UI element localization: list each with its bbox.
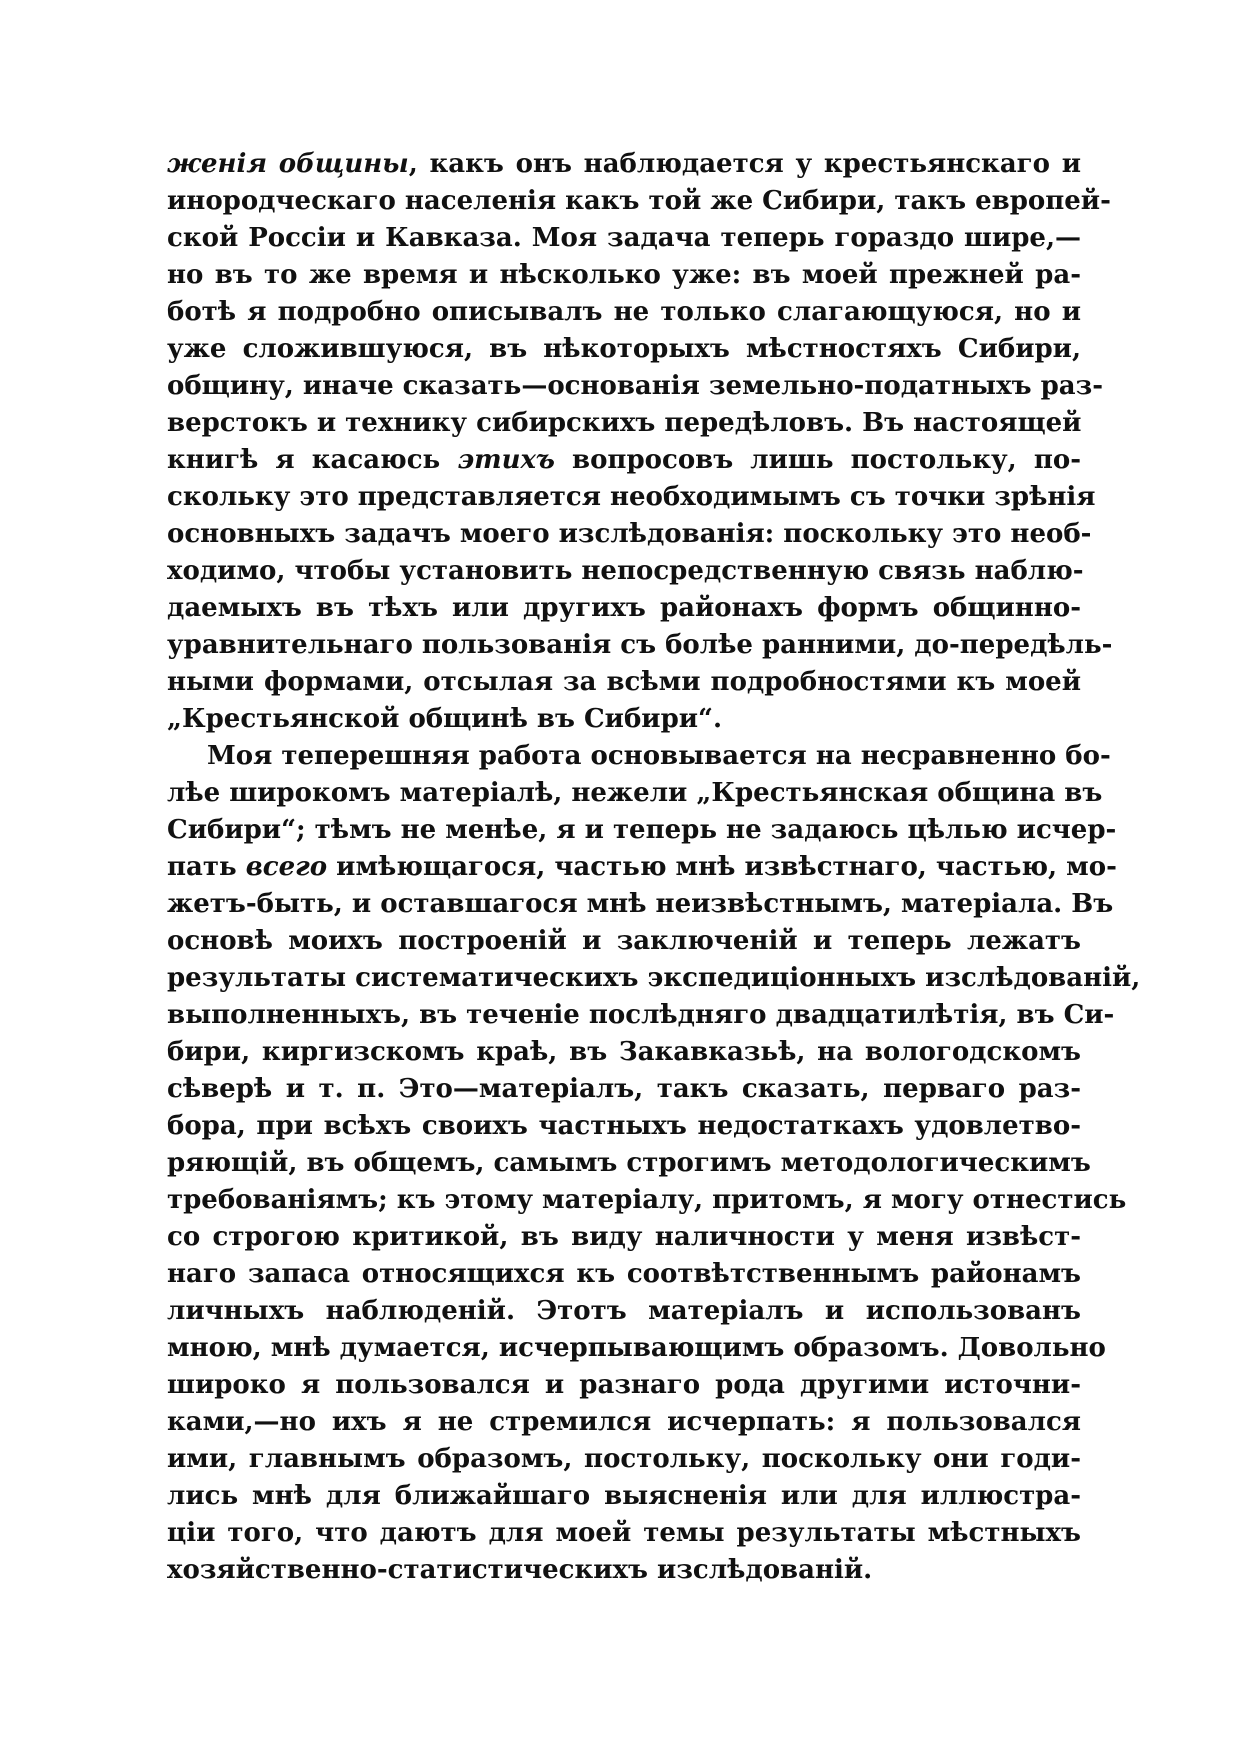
text-line — [167, 590, 1081, 627]
text-run: Моя теперешняя работа основывается на несравненно бо- — [207, 741, 1111, 771]
body-text — [167, 146, 1141, 1589]
text-line — [167, 479, 1096, 516]
text-run: ской Россіи и Кавказа. Моя задача теперь гораздо шире,— — [167, 223, 1081, 253]
text-run: сѣверѣ и т. п. Это—матеріалъ, такъ сказать, перваго раз- — [167, 1074, 1081, 1104]
text-line — [167, 1441, 1081, 1478]
text-run: бора, при всѣхъ своихъ частныхъ недостаткахъ удовлетво- — [167, 1111, 1081, 1141]
text-line — [167, 294, 1081, 331]
text-run: инородческаго населенія какъ той же Сибири, такъ европей- — [167, 186, 1111, 216]
text-line — [167, 442, 1081, 479]
italic-text: женія общины — [167, 149, 409, 179]
text-run: бири, киргизскомъ краѣ, въ Закавказьѣ, на вологодскомъ — [167, 1037, 1081, 1067]
text-line — [167, 1108, 1081, 1145]
text-run: выполненныхъ, въ теченіе послѣдняго двадцатилѣтія, въ Си- — [167, 1000, 1115, 1030]
text-run: вопросовъ лишь постольку, по- — [554, 445, 1081, 475]
text-run: даемыхъ въ тѣхъ или другихъ районахъ формъ общинно- — [167, 593, 1081, 623]
text-line — [167, 849, 1117, 886]
text-line — [167, 1367, 1081, 1404]
text-line — [167, 1293, 1081, 1330]
text-line — [167, 1071, 1081, 1108]
text-line — [167, 1145, 1091, 1182]
text-run: „Крестьянской общинѣ въ Сибири“. — [167, 704, 723, 734]
text-run: со строгою критикой, въ виду наличности у меня извѣст- — [167, 1222, 1081, 1252]
text-run: жетъ-быть, и оставшагося мнѣ неизвѣстнымъ, матеріала. Въ — [167, 889, 1114, 919]
text-line — [167, 1034, 1081, 1071]
text-run: ціи того, что даютъ для моей темы результаты мѣстныхъ — [167, 1518, 1081, 1548]
text-line — [167, 997, 1115, 1034]
text-line — [167, 664, 1081, 701]
italic-text: всего — [245, 852, 328, 882]
text-line — [167, 257, 1081, 294]
text-run: ими, главнымъ образомъ, постольку, поскольку они годи- — [167, 1444, 1081, 1474]
text-run: пать — [167, 852, 246, 882]
text-run: уравнительнаго пользованія съ болѣе ранними, до-передѣль- — [167, 630, 1113, 660]
text-run: мною, мнѣ думается, исчерпывающимъ образомъ. Довольно — [167, 1333, 1106, 1363]
paragraph — [167, 146, 1113, 738]
text-line — [167, 960, 1141, 997]
text-line — [167, 627, 1113, 664]
text-line — [167, 183, 1111, 220]
text-line — [167, 405, 1081, 442]
text-line — [167, 368, 1103, 405]
text-run: верстокъ и технику сибирскихъ передѣловъ. Въ настоящей — [167, 408, 1082, 438]
text-line — [167, 1404, 1081, 1441]
text-line — [167, 738, 1111, 775]
text-line — [167, 146, 1081, 183]
text-run: лѣе широкомъ матеріалѣ, нежели „Крестьянская община въ — [167, 778, 1103, 808]
text-run: требованіямъ; къ этому матеріалу, притомъ, я могу отнестись — [167, 1185, 1127, 1215]
text-line — [167, 923, 1081, 960]
text-line — [167, 1256, 1081, 1293]
italic-text: этихъ — [457, 445, 555, 475]
text-run: широко я пользовался и разнаго рода другими источни- — [167, 1370, 1081, 1400]
text-run: ботѣ я подробно описывалъ не только слагающуюся, но и — [167, 297, 1081, 327]
text-line — [167, 1478, 1081, 1515]
text-line — [167, 1552, 1081, 1589]
text-line — [167, 553, 1084, 590]
text-run: личныхъ наблюденій. Этотъ матеріалъ и использованъ — [167, 1296, 1081, 1326]
text-run: Сибири“; тѣмъ не менѣе, я и теперь не задаюсь цѣлью исчер- — [167, 815, 1117, 845]
text-line — [167, 1219, 1081, 1256]
text-run: ками,—но ихъ я не стремился исчерпать: я пользовался — [167, 1407, 1081, 1437]
text-run: хозяйственно-статистическихъ изслѣдованій. — [167, 1555, 873, 1585]
text-line — [167, 331, 1081, 368]
text-run: результаты систематическихъ экспедиціонныхъ изслѣдованій, — [167, 963, 1141, 993]
text-run: скольку это представляется необходимымъ съ точки зрѣнія — [167, 482, 1096, 512]
text-run: основныхъ задачъ моего изслѣдованія: поскольку это необ- — [167, 519, 1092, 549]
text-run: общину, иначе сказать—основанія земельно-податныхъ раз- — [167, 371, 1103, 401]
text-run: имѣющагося, частью мнѣ извѣстнаго, частью, мо- — [327, 852, 1117, 882]
text-line — [167, 775, 1103, 812]
text-line — [167, 1515, 1081, 1552]
text-run: уже сложившуюся, въ нѣкоторыхъ мѣстностяхъ Сибири, — [167, 334, 1081, 364]
text-line — [167, 1330, 1106, 1367]
text-line — [167, 1182, 1127, 1219]
text-run: ходимо, чтобы установить непосредственную связь наблю- — [167, 556, 1084, 586]
text-line — [167, 886, 1114, 923]
text-run: ряющій, въ общемъ, самымъ строгимъ методологическимъ — [167, 1148, 1091, 1178]
text-run: книгѣ я касаюсь — [167, 445, 458, 475]
text-run: основѣ моихъ построеній и заключеній и теперь лежатъ — [167, 926, 1081, 956]
text-run: наго запаса относящихся къ соотвѣтственнымъ районамъ — [167, 1259, 1081, 1289]
text-line — [167, 812, 1117, 849]
text-run: , какъ онъ наблюдается у крестьянскаго и — [408, 149, 1081, 179]
text-run: но въ то же время и нѣсколько уже: въ моей прежней ра- — [167, 260, 1081, 290]
text-line — [167, 701, 1081, 738]
text-line — [167, 516, 1092, 553]
text-line — [167, 220, 1081, 257]
paragraph — [167, 738, 1141, 1589]
text-run: ными формами, отсылая за всѣми подробностями къ моей — [167, 667, 1081, 697]
text-run: лись мнѣ для ближайшаго выясненія или для иллюстра- — [167, 1481, 1081, 1511]
